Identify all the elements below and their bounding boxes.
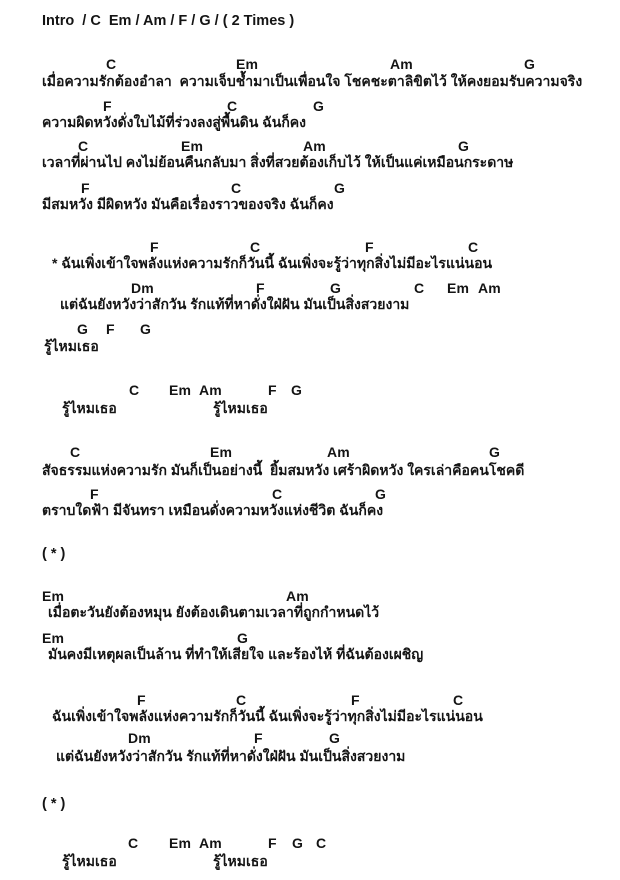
chord-Em: Em [42,630,65,646]
chord-C: C [250,239,261,255]
lyric-segment: มีสมหวัง มีผิดหวัง มันคือเรื่องราวของจริง ฉันก็คง [42,196,334,212]
lyric-line [0,501,620,520]
chord-G: G [237,630,249,646]
chord-F: F [90,486,99,502]
lyric-segment: ความผิดหวังดั่งใบไม้ที่ร่วงลงสู่พื้นดิน ฉันก็คง [42,114,306,130]
chord-F: F [351,692,360,708]
chord-C: C [227,98,238,114]
chord-G: G [292,835,304,851]
chord-C: C [468,239,479,255]
chord-C: C [78,138,89,154]
chord-F: F [254,730,263,746]
chord-C: C [316,835,327,851]
chord-F: F [81,180,90,196]
chord-Em: Em [169,835,192,851]
lyric-segment: ฉันเพิ่งเข้าใจพลังแห่งความรักก็วันนี้ ฉันเพิ่งจะรู้ว่าทุกสิ่งไม่มีอะไรแน่นอน [52,708,483,724]
chord-F: F [268,382,277,398]
lyric-line [0,195,620,214]
chord-G: G [458,138,470,154]
chord-G: G [313,98,325,114]
chord-Em: Em [236,56,259,72]
lyric-segment: รู้ไหมเธอ [44,338,99,354]
lyric-line [0,113,620,132]
chord-Am: Am [199,835,222,851]
chord-C: C [70,444,81,460]
lyric-segment: มันคงมีเหตุผลเป็นล้าน ที่ทำให้เสียใจ และร้องไห้ ที่ฉันต้องเผชิญ [48,646,424,662]
chord-G: G [524,56,536,72]
intro-text: Intro / C Em / Am / F / G / ( 2 Times ) [42,13,295,29]
marker-line [0,545,620,564]
chord-F: F [268,835,277,851]
lyric-segment: แต่ฉันยังหวังว่าสักวัน รักแท้ที่หาดั่งใฝ่ฝัน มันเป็นสิ่งสวยงาม [60,296,410,312]
chord-G: G [375,486,387,502]
chord-Am: Am [286,588,309,604]
lyric-segment: เวลาที่ผ่านไป คงไม่ย้อนคืนกลับมา สิ่งที่สวยต้องเก็บไว้ ให้เป็นแค่เหมือนกระดาษ [42,154,514,170]
lyric-line [0,295,620,314]
chord-C: C [236,692,247,708]
chords-line [0,834,620,853]
chord-Am: Am [390,56,413,72]
chords-line [0,729,620,748]
chord-C: C [129,382,140,398]
lyric-line [0,399,620,418]
lyric-line [0,254,620,273]
lyric-segment: เมื่อความรักต้องอำลา ความเจ็บช้ำมาเป็นเพื่อนใจ โชคชะตาลิขิตไว้ ให้คงยอมรับความจริง [42,73,583,89]
chord-F: F [106,321,115,337]
chord-Dm: Dm [128,730,151,746]
lyric-segment: แต่ฉันยังหวังว่าสักวัน รักแท้ที่หาดั่งใฝ่ฝัน มันเป็นสิ่งสวยงาม [56,748,406,764]
chords-line [0,381,620,400]
lyric-segment: รู้ไหมเธอ [62,853,117,869]
lyric-line [0,72,620,91]
chord-G: G [330,280,342,296]
chord-Am: Am [199,382,222,398]
chord-G: G [489,444,501,460]
chord-Am: Am [327,444,350,460]
chord-G: G [334,180,346,196]
chord-Am: Am [303,138,326,154]
lyric-line [0,461,620,480]
intro-line [0,12,620,31]
section-marker: ( * ) [42,546,66,562]
marker-line [0,795,620,814]
chord-C: C [414,280,425,296]
chord-F: F [137,692,146,708]
chord-Em: Em [181,138,204,154]
lyric-segment: * ฉันเพิ่งเข้าใจพลังแห่งความรักก็วันนี้ ฉันเพิ่งจะรู้ว่าทุกสิ่งไม่มีอะไรแน่นอน [52,255,493,271]
lyric-line [0,603,620,622]
lyric-line [0,645,620,664]
chord-G: G [291,382,303,398]
chord-F: F [256,280,265,296]
lyric-segment: รู้ไหมเธอ [213,853,268,869]
chord-Em: Em [42,588,65,604]
chord-Em: Em [169,382,192,398]
chord-Dm: Dm [131,280,154,296]
chord-Em: Em [210,444,233,460]
chord-C: C [453,692,464,708]
lyric-line [0,852,620,871]
lyric-line [0,747,620,766]
chord-F: F [365,239,374,255]
chord-C: C [128,835,139,851]
chord-Em: Em [447,280,470,296]
lyric-line [0,153,620,172]
chords-line [0,443,620,462]
chord-Am: Am [478,280,501,296]
chord-G: G [329,730,341,746]
lyric-segment: รู้ไหมเธอ [62,400,117,416]
chord-F: F [103,98,112,114]
chord-F: F [150,239,159,255]
lyric-segment: ตราบใดฟ้า มีจันทรา เหมือนดั่งความหวังแห่งชีวิต ฉันก็คง [42,502,384,518]
section-marker: ( * ) [42,796,66,812]
chord-C: C [231,180,242,196]
chord-G: G [140,321,152,337]
chord-G: G [77,321,89,337]
chord-C: C [106,56,117,72]
lyric-line [0,707,620,726]
lyric-segment: รู้ไหมเธอ [213,400,268,416]
chord-C: C [272,486,283,502]
lyric-segment: สัจธรรมแห่งความรัก มันก็เป็นอย่างนี้ ยิ้มสมหวัง เศร้าผิดหวัง ใครเล่าคือคนโชคดี [42,462,525,478]
lyric-segment: เมื่อตะวันยังต้องหมุน ยังต้องเดินตามเวลาที่ถูกกำหนดไว้ [48,604,380,620]
lyric-line [0,337,620,356]
